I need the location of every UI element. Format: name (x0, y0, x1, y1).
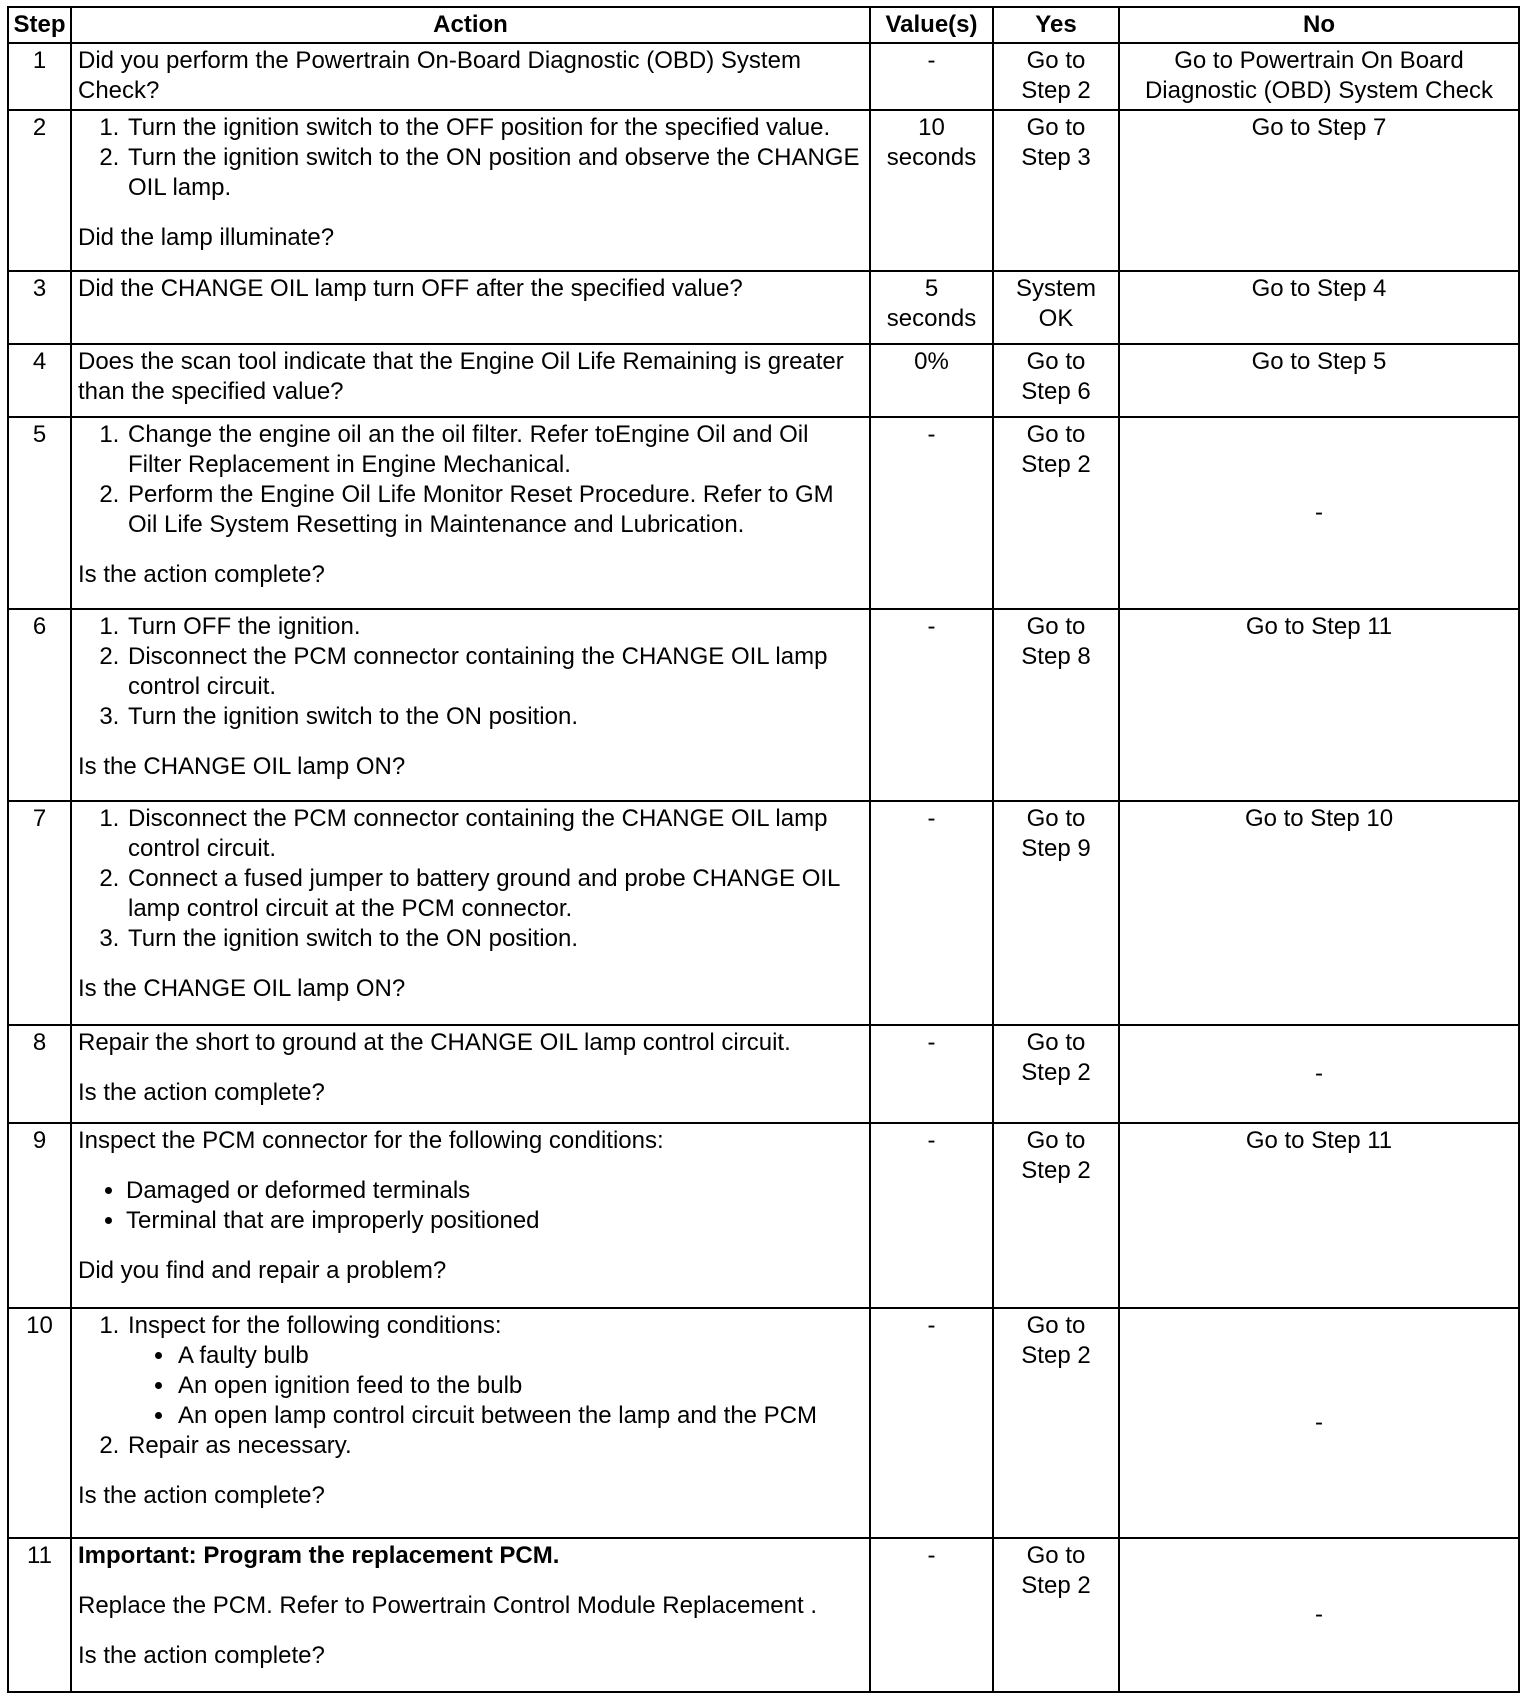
action-steps (78, 113, 863, 203)
action-question: Is the action complete? (78, 1482, 325, 1509)
list-item: 3. Turn the ignition switch to the ON position. (126, 702, 863, 732)
yes-cell: Go to Step 2 (993, 1025, 1119, 1123)
list-item: 1. Change the engine oil an the oil filter. Refer toEngine Oil and Oil Filter Replacement in Engine Mechanical. (126, 420, 863, 480)
step-number: 8 (8, 1025, 71, 1123)
table-row (8, 43, 1519, 110)
table-row (8, 271, 1519, 344)
action-steps (78, 420, 863, 540)
list-item: • An open lamp control circuit between the lamp and the PCM (176, 1401, 863, 1431)
condition-sublist (128, 1341, 863, 1431)
yes-cell: Go to Step 2 (993, 417, 1119, 609)
action-cell (71, 1308, 870, 1538)
list-item: 1. Turn the ignition switch to the OFF position for the specified value. (126, 113, 863, 143)
no-cell: - (1119, 417, 1519, 609)
no-cell: - (1119, 1025, 1519, 1123)
action-cell (71, 801, 870, 1025)
value-cell: 0% (870, 344, 993, 417)
action-cell (71, 271, 870, 344)
step-number: 6 (8, 609, 71, 801)
action-cell (71, 1025, 870, 1123)
no-cell: Go to Step 10 (1119, 801, 1519, 1025)
header-yes: Yes (993, 7, 1119, 43)
yes-cell: Go to Step 8 (993, 609, 1119, 801)
action-cell (71, 417, 870, 609)
diagnostic-table (7, 6, 1520, 1693)
step-number: 4 (8, 344, 71, 417)
action-question: Is the CHANGE OIL lamp ON? (78, 975, 406, 1002)
list-item: 1. Disconnect the PCM connector containing the CHANGE OIL lamp control circuit. (126, 804, 863, 864)
yes-cell: Go to Step 3 (993, 110, 1119, 271)
step-number: 3 (8, 271, 71, 344)
step-number: 7 (8, 801, 71, 1025)
list-item: 2. Connect a fused jumper to battery ground and probe CHANGE OIL lamp control circuit at the PCM connector. (126, 864, 863, 924)
no-cell: Go to Step 5 (1119, 344, 1519, 417)
step-number: 9 (8, 1123, 71, 1308)
action-question: Does the scan tool indicate that the Engine Oil Life Remaining is greater than the specified value? (78, 348, 844, 405)
action-cell (71, 609, 870, 801)
value-cell: - (870, 417, 993, 609)
action-question: Is the action complete? (78, 561, 325, 588)
list-item: • Terminal that are improperly positioned (126, 1206, 863, 1236)
action-question: Is the CHANGE OIL lamp ON? (78, 753, 406, 780)
action-steps (78, 1311, 863, 1461)
no-cell: Go to Step 4 (1119, 271, 1519, 344)
value-cell: 5 seconds (870, 271, 993, 344)
no-cell: Go to Step 11 (1119, 1123, 1519, 1308)
action-cell (71, 344, 870, 417)
step-number: 11 (8, 1538, 71, 1692)
yes-cell: Go to Step 2 (993, 43, 1119, 110)
value-cell: - (870, 801, 993, 1025)
table-row (8, 1123, 1519, 1308)
action-text: Replace the PCM. Refer to Powertrain Control Module Replacement . (78, 1592, 818, 1619)
no-cell: Go to Step 11 (1119, 609, 1519, 801)
table-row (8, 1025, 1519, 1123)
list-item: • Damaged or deformed terminals (126, 1176, 863, 1206)
action-question: Did you perform the Powertrain On-Board Diagnostic (OBD) System Check? (78, 47, 801, 104)
condition-list (78, 1176, 863, 1236)
yes-cell: Go to Step 6 (993, 344, 1119, 417)
action-cell (71, 1538, 870, 1692)
action-question: Did the CHANGE OIL lamp turn OFF after the specified value? (78, 275, 743, 302)
list-item: • An open ignition feed to the bulb (176, 1371, 863, 1401)
action-question: Is the action complete? (78, 1642, 325, 1669)
yes-cell: Go to Step 2 (993, 1308, 1119, 1538)
table-row (8, 1538, 1519, 1692)
list-item (126, 1311, 863, 1431)
header-step: Step (8, 7, 71, 43)
action-text: Repair the short to ground at the CHANGE OIL lamp control circuit. (78, 1029, 791, 1056)
value-cell: - (870, 1538, 993, 1692)
header-row (8, 7, 1519, 43)
step-number: 1 (8, 43, 71, 110)
action-question: Is the action complete? (78, 1079, 325, 1106)
list-item: 1. Turn OFF the ignition. (126, 612, 863, 642)
step-number: 10 (8, 1308, 71, 1538)
table-row (8, 110, 1519, 271)
value-cell: - (870, 1025, 993, 1123)
list-item: 2. Disconnect the PCM connector containing the CHANGE OIL lamp control circuit. (126, 642, 863, 702)
yes-cell: System OK (993, 271, 1119, 344)
action-cell (71, 1123, 870, 1308)
no-cell: Go to Step 7 (1119, 110, 1519, 271)
list-item: 2. Repair as necessary. (126, 1431, 863, 1461)
list-item: 2. Turn the ignition switch to the ON position and observe the CHANGE OIL lamp. (126, 143, 863, 203)
no-cell: - (1119, 1308, 1519, 1538)
no-cell: Go to Powertrain On Board Diagnostic (OBD) System Check (1119, 43, 1519, 110)
value-cell: - (870, 43, 993, 110)
yes-cell: Go to Step 9 (993, 801, 1119, 1025)
header-values: Value(s) (870, 7, 993, 43)
header-no: No (1119, 7, 1519, 43)
table-row (8, 344, 1519, 417)
value-cell: 10 seconds (870, 110, 993, 271)
yes-cell: Go to Step 2 (993, 1123, 1119, 1308)
table-row (8, 801, 1519, 1025)
list-item: 3. Turn the ignition switch to the ON position. (126, 924, 863, 954)
list-item-text: Inspect for the following conditions: (128, 1312, 502, 1339)
table-row (8, 1308, 1519, 1538)
action-steps (78, 612, 863, 732)
value-cell: - (870, 1308, 993, 1538)
action-cell (71, 110, 870, 271)
step-number: 5 (8, 417, 71, 609)
action-question: Did you find and repair a problem? (78, 1257, 447, 1284)
value-cell: - (870, 609, 993, 801)
action-cell (71, 43, 870, 110)
step-number: 2 (8, 110, 71, 271)
no-cell: - (1119, 1538, 1519, 1692)
list-item: • A faulty bulb (176, 1341, 863, 1371)
value-cell: - (870, 1123, 993, 1308)
table-row (8, 609, 1519, 801)
action-steps (78, 804, 863, 954)
header-action: Action (71, 7, 870, 43)
yes-cell: Go to Step 2 (993, 1538, 1119, 1692)
action-text: Inspect the PCM connector for the following conditions: (78, 1127, 664, 1154)
action-question: Did the lamp illuminate? (78, 224, 335, 251)
table-row (8, 417, 1519, 609)
list-item: 2. Perform the Engine Oil Life Monitor Reset Procedure. Refer to GM Oil Life System Resetting in Maintenance and Lubrication. (126, 480, 863, 540)
important-note: Important: Program the replacement PCM. (78, 1542, 560, 1569)
